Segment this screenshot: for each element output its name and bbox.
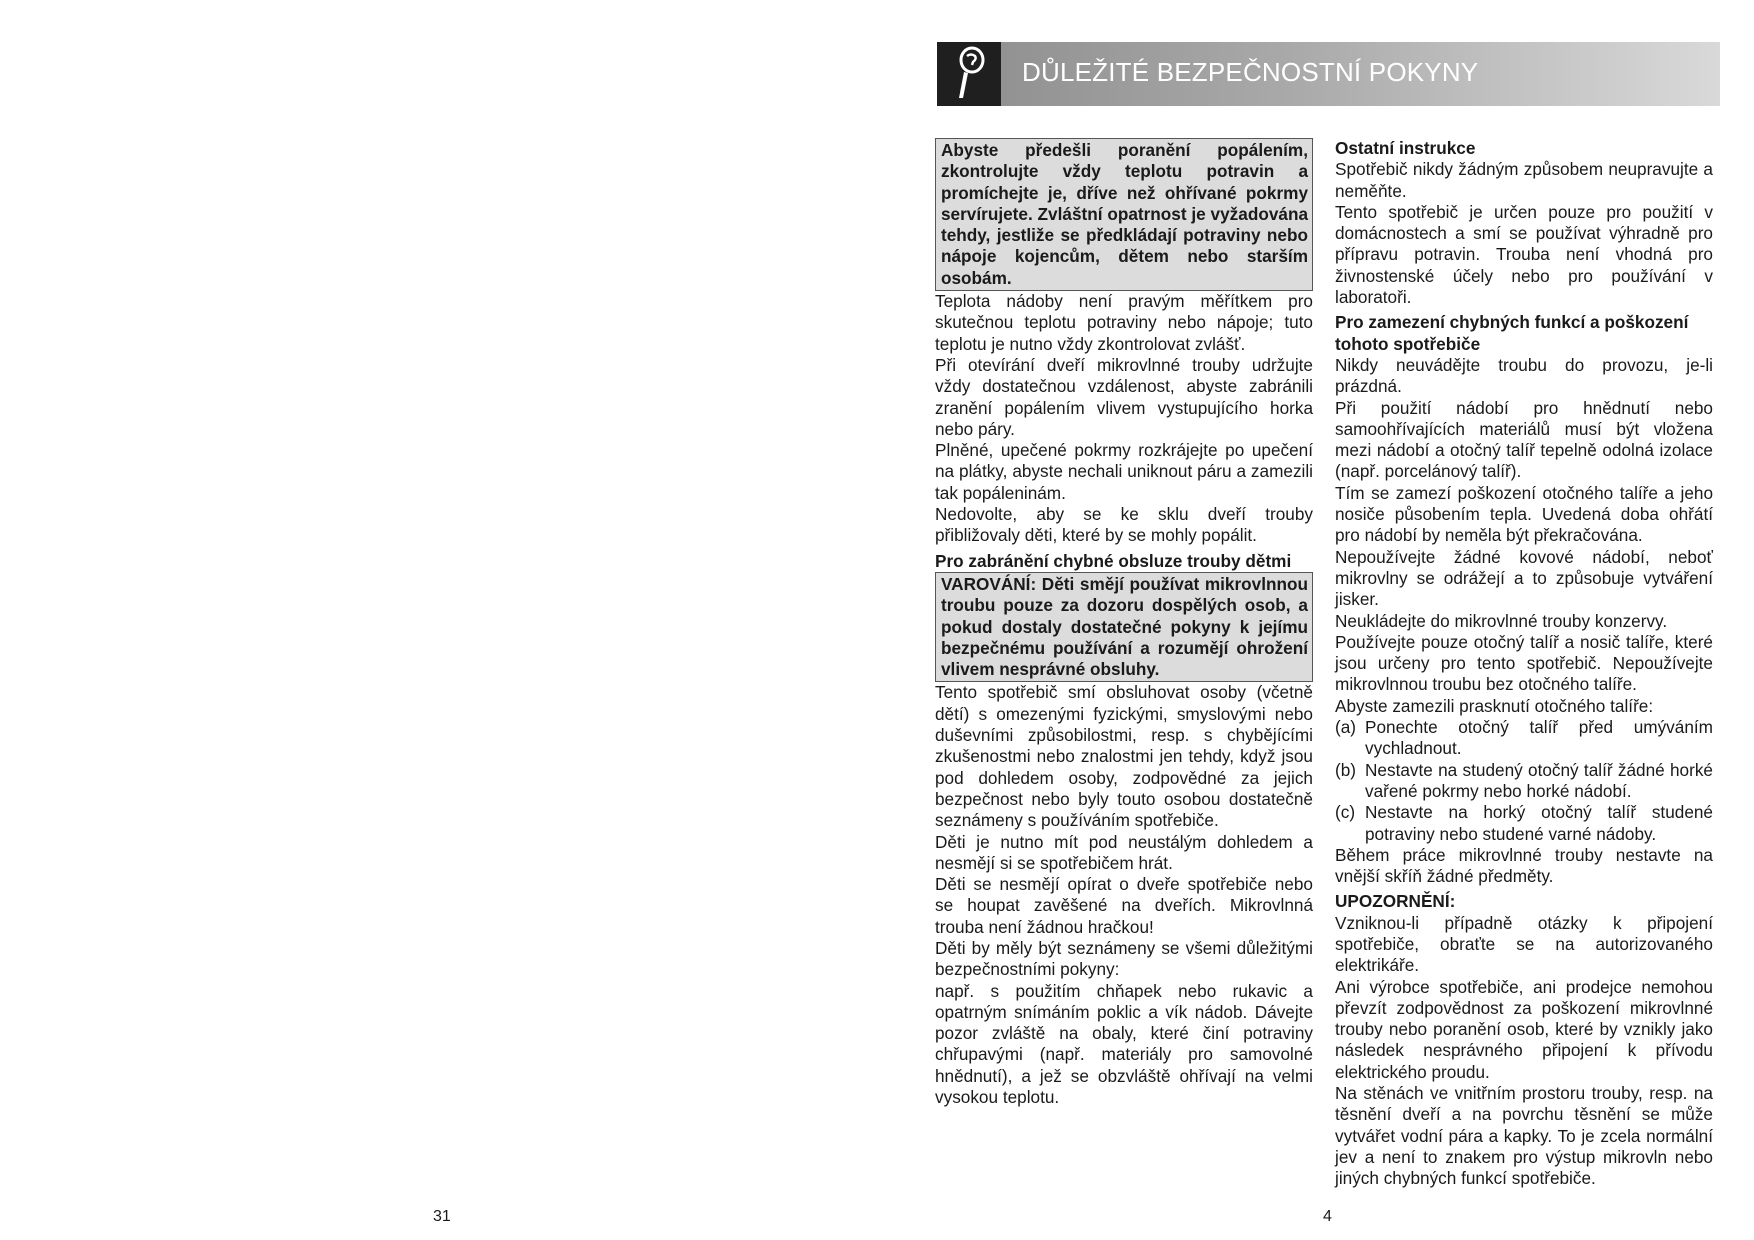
paragraph: Nikdy neuvádějte troubu do provozu, je-li prázdná. bbox=[1335, 354, 1713, 397]
paragraph: Tento spotřebič je určen pouze pro použití v domácnostech a smí se používat výhradně pro přípravu potravin. Trouba není vhodná pro živnostenské účely nebo pro používání v laboratoři. bbox=[1335, 201, 1713, 308]
list-marker: (a) bbox=[1335, 717, 1357, 738]
paragraph: Ani výrobce spotřebiče, ani prodejce nemohou převzít zodpovědnost za poškození mikrovlnné trouby nebo poranění osob, které by vznikly jako následek nesprávného připojení k přívodu elektrického proudu. bbox=[1335, 976, 1713, 1082]
page-title: DŮLEŽITÉ BEZPEČNOSTNÍ POKYNY bbox=[1022, 57, 1479, 87]
section-heading-notice: UPOZORNĚNÍ: bbox=[1335, 891, 1456, 912]
list-text: Ponechte otočný talíř před umýváním vychladnout. bbox=[1365, 717, 1713, 759]
right-column bbox=[1335, 138, 1713, 1190]
list-text: Nestavte na studený otočný talíř žádné horké vařené pokrmy nebo horké nádobí. bbox=[1365, 759, 1713, 801]
warning-box-burns: Abyste předešli poranění popálením, zkontrolujte vždy teplotu potravin a promíchejte je, dříve než ohřívané pokrmy servírujete. Zvláštní opatrnost je vyžadována tehdy, jestliže se předkládají potraviny nebo nápoje kojencům, dětem nebo starším osobám. bbox=[935, 138, 1313, 291]
list-item bbox=[1335, 760, 1713, 803]
paragraph: Během práce mikrovlnné trouby nestavte na vnější skříň žádné předměty. bbox=[1335, 844, 1713, 887]
paragraph: Nepoužívejte žádné kovové nádobí, neboť mikrovlny se odrážejí a to způsobuje vytváření jisker. bbox=[1335, 546, 1713, 610]
page-number-left: 31 bbox=[433, 1208, 451, 1225]
section-heading-malfunctions: Pro zamezení chybných funkcí a poškození tohoto spotřebiče bbox=[1335, 312, 1689, 354]
paragraph: Tím se zamezí poškození otočného talíře a jeho nosiče působením tepla. Uvedená doba ohřátí pro nádobí by neměla být překračována. bbox=[1335, 482, 1713, 546]
paragraph: Neukládejte do mikrovlnné trouby konzervy. bbox=[1335, 610, 1668, 631]
paragraph: Při otevírání dveří mikrovlnné trouby udržujte vždy dostatečnou vzdálenost, abyste zabránili zranění popálením vlivem vystupujícího horka nebo páry. bbox=[935, 354, 1313, 439]
list-text: Nestavte na horký otočný talíř studené potraviny nebo studené varné nádoby. bbox=[1365, 802, 1713, 844]
paragraph: Teplota nádoby není pravým měřítkem pro skutečnou teplotu potraviny nebo nápoje; tuto teplotu je nutno vždy zkontrolovat zvlášť. bbox=[935, 291, 1313, 354]
paragraph: Tento spotřebič smí obsluhovat osoby (včetně dětí) s omezenými fyzickými, smyslovými nebo duševními způsobilostmi, resp. s chybějícími zkušenostmi nebo znalostmi jen tehdy, když jsou pod dohledem osoby, zodpovědné za jejich bezpečnost nebo byly touto osobou dostatečně seznámeny s používáním spotřebiče. bbox=[935, 682, 1313, 831]
section-header bbox=[937, 42, 1720, 106]
section-heading-children: Pro zabránění chybné obsluze trouby dětmi bbox=[935, 550, 1292, 571]
section-heading-other: Ostatní instrukce bbox=[1335, 138, 1476, 158]
paragraph: Nedovolte, aby se ke sklu dveří trouby přibližovaly děti, které by se mohly popálit. bbox=[935, 504, 1313, 546]
paragraph: např. s použitím chňapek nebo rukavic a opatrným snímáním poklic a vík nádob. Dávejte pozor zvláště na obaly, které činí potraviny chřupavými (např. materiály pro samovolné hnědnutí), a jež se obzvláště ohřívají na velmi vysokou teplotu. bbox=[935, 980, 1313, 1108]
list-item bbox=[1335, 717, 1713, 760]
paragraph: Spotřebič nikdy žádným způsobem neupravujte a neměňte. bbox=[1335, 159, 1713, 201]
list-marker: (b) bbox=[1335, 759, 1357, 780]
paragraph: Děti je nutno mít pod neustálým dohledem a nesmějí si se spotřebičem hrát. bbox=[935, 831, 1313, 873]
paragraph: Při použití nádobí pro hnědnutí nebo samoohřívajících materiálů musí být vložena mezi nádobí a otočný talíř tepelně odolná izolace (např. porcelánový talíř). bbox=[1335, 397, 1713, 482]
paragraph: Na stěnách ve vnitřním prostoru trouby, resp. na těsnění dveří a na povrchu těsnění se může vytvářet vodní pára a kapky. To je zcela normální jev a není to znakem pro výstup mikrovln nebo jiných chybných funkcí spotřebiče. bbox=[1335, 1083, 1713, 1189]
paragraph: Plněné, upečené pokrmy rozkrájejte po upečení na plátky, abyste nechali uniknout páru a zamezili tak popáleninám. bbox=[935, 440, 1313, 503]
left-column bbox=[935, 138, 1313, 1108]
warning-box-children: VAROVÁNÍ: Děti smějí používat mikrovlnnou troubu pouze za dozoru dospělých osob, a pokud dostaly dostatečné pokyny k jejímu bezpečnému používání a rozumějí ohrožení vlivem nesprávné obsluhy. bbox=[935, 572, 1313, 682]
list-marker: (c) bbox=[1335, 802, 1356, 823]
page-number-right: 4 bbox=[1323, 1208, 1332, 1225]
paragraph: Děti se nesmějí opírat o dveře spotřebiče nebo se houpat zavěšené na dveřích. Mikrovlnná trouba není žádnou hračkou! bbox=[935, 874, 1313, 937]
paragraph: Děti by měly být seznámeny se všemi důležitými bezpečnostními pokyny: bbox=[935, 937, 1313, 980]
list-item bbox=[1335, 802, 1713, 845]
info-icon bbox=[945, 46, 993, 102]
paragraph: Vzniknou-li případně otázky k připojení spotřebiče, obraťte se na autorizovaného elektrikáře. bbox=[1335, 912, 1713, 976]
header-icon-box bbox=[937, 42, 1001, 106]
paragraph: Abyste zamezili prasknutí otočného talíře: bbox=[1335, 695, 1654, 716]
paragraph: Používejte pouze otočný talíř a nosič talíře, které jsou určeny pro tento spotřebič. Nepoužívejte mikrovlnnou troubu bez otočného talíře. bbox=[1335, 631, 1713, 695]
